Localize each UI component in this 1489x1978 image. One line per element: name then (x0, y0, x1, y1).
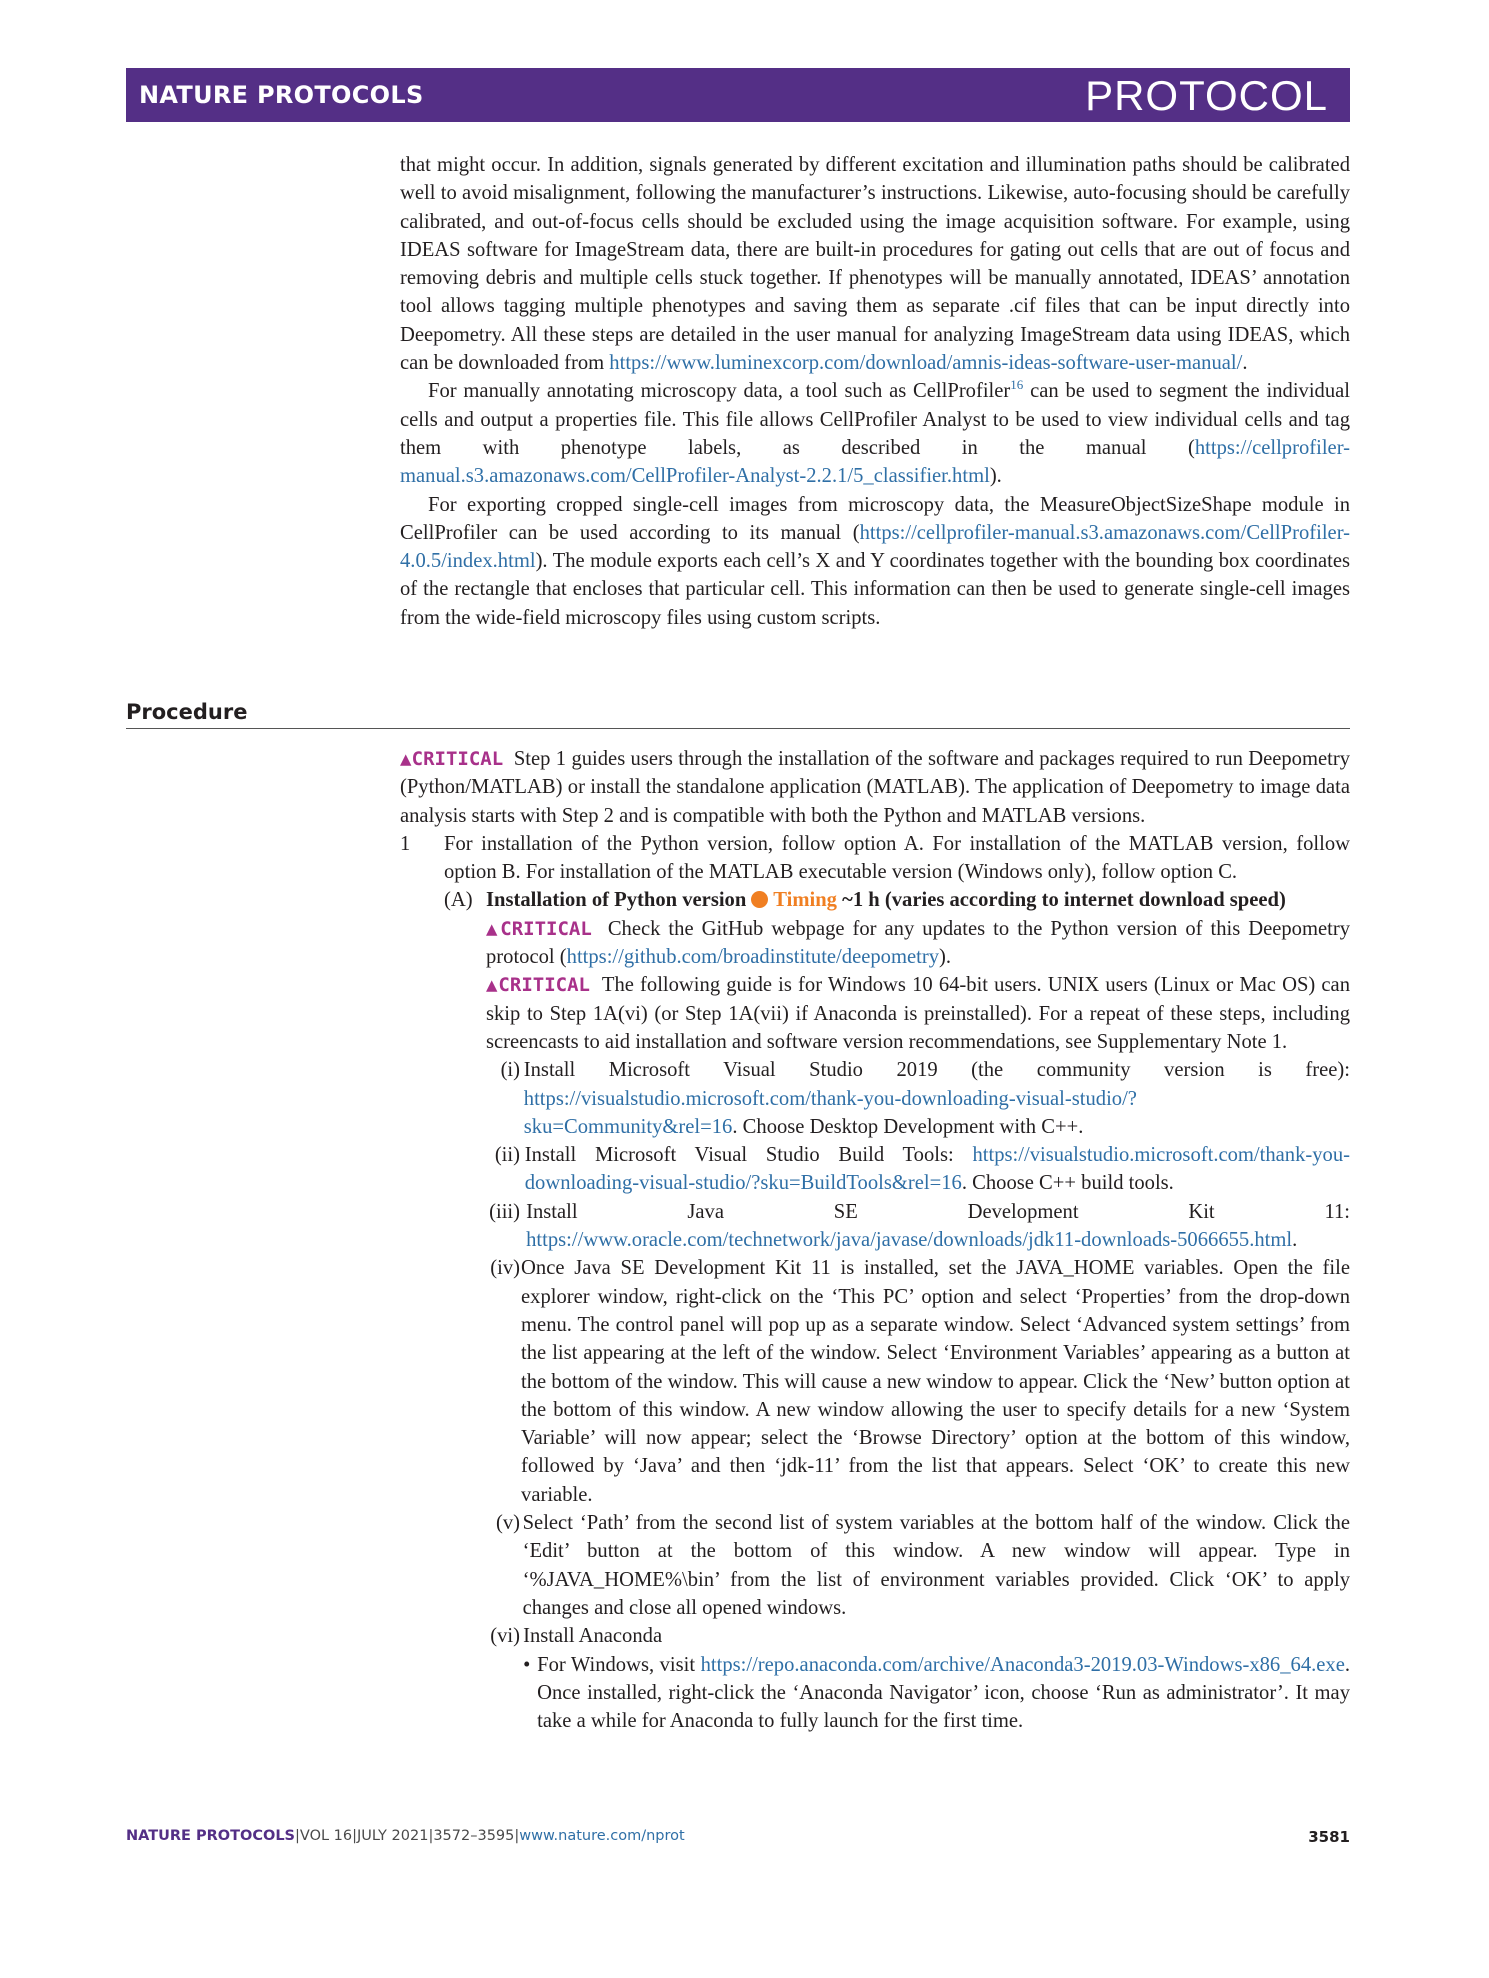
critical-note: ▲CRITICAL Step 1 guides users through the installation of the software and packages required to run Deepometry (Python/MATLAB) or install the standalone application (MATLAB). The application of Deepometry to image data analysis starts with Step 2 and is compatible with both the Python and MATLAB versions. (400, 748, 1351, 827)
option-a (444, 886, 1350, 1735)
substep: (v) Select ‘Path’ from the second list of system variables at the bottom half of the window. Click the ‘Edit’ button at the bottom of this window. A new window will appear. Type in ‘%JAVA_HOME%\bin’ from the list of environment variables provided. Click ‘OK’ to apply changes and close all opened windows. (486, 1509, 1350, 1622)
link[interactable]: https://repo.anaconda.com/archive/Anaconda3-2019.03-Windows-x86_64.exe (700, 1653, 1345, 1676)
substep-number: (iv) (490, 1257, 520, 1280)
link[interactable]: https://cellprofiler-manual.s3.amazonaws.com/CellProfiler-Analyst-2.2.1/5_classifier.html (400, 436, 1350, 488)
substep: (ii) Install Microsoft Visual Studio Build Tools: https://visualstudio.microsoft.com/thank-you-downloading-visual-studio/?sku=BuildTools&rel=16. Choose C++ build tools. (486, 1141, 1350, 1198)
link[interactable]: https://www.luminexcorp.com/download/amnis-ideas-software-user-manual/ (609, 352, 1243, 375)
journal-name: NATURE PROTOCOLS (139, 81, 424, 109)
substep: (vi) Install Anaconda • For Windows, visit https://repo.anaconda.com/archive/Anaconda3-2019.03-Windows-x86_64.exe. Once installed, right-click the ‘Anaconda Navigator’ icon, choose ‘Run as administrator’. It may take a while for Anaconda to fully launch for the first time. (486, 1622, 1350, 1735)
footer-date: JULY 2021 (357, 1828, 429, 1844)
substep-number: (iii) (489, 1200, 520, 1223)
footer-pages: 3572–3595 (433, 1828, 515, 1844)
substep: (iv) Once Java SE Development Kit 11 is installed, set the JAVA_HOME variables. Open the file explorer window, right-click on the ‘This PC’ option and select ‘Properties’ from the drop-down menu. The control panel will pop up as a separate window. Select ‘Advanced system settings’ from the list appearing at the left of the window. Select ‘Environment Variables’ appearing as a button at the bottom of the window. This will cause a new window to appear. Click the ‘New’ button option at the bottom of this window. A new window allowing the user to specify details for a new ‘System Variable’ will now appear; select the ‘Browse Directory’ option at the bottom of this window, followed by ‘Java’ and then ‘jdk-11’ from the list that appears. Select ‘OK’ to create this new variable. (486, 1254, 1350, 1509)
list-item: • For Windows, visit https://repo.anaconda.com/archive/Anaconda3-2019.03-Windows-x86_64.exe. Once installed, right-click the ‘Anaconda Navigator’ icon, choose ‘Run as administrator’. It may take a while for Anaconda to fully launch for the first time. (523, 1651, 1350, 1736)
link[interactable]: https://github.com/broadinstitute/deepometry (566, 946, 939, 969)
footer-journal: NATURE PROTOCOLS (126, 1828, 296, 1844)
page-number: 3581 (1308, 1828, 1350, 1846)
substep-number: (ii) (494, 1144, 520, 1167)
critical-icon: ▲CRITICAL (400, 748, 504, 770)
section-heading: Procedure (126, 700, 1350, 729)
paragraph: For manually annotating microscopy data, a tool such as CellProfiler$^{16}$ can be used to segment the individual cells and output a properties file. This file allows CellProfiler Analyst to be used to view individual cells and tag them with phenotype labels, as described in the manual (https://cellprofiler-manual.s3.amazonaws.com/CellProfiler-Analyst-2.2.1/5_classifier.html). (400, 377, 1351, 488)
page-footer: NATURE PROTOCOLS|VOL 16|JULY 2021|3572–3595|www.nature.com/nprot 3581 (126, 1828, 1350, 1846)
step-1 (400, 830, 1350, 1736)
link[interactable]: https://visualstudio.microsoft.com/thank-you-downloading-visual-studio/?sku=Community&rel=16 (523, 1087, 1137, 1138)
substep-number: (v) (495, 1512, 520, 1535)
footer-url[interactable]: www.nature.com/nprot (519, 1828, 685, 1844)
critical-icon: ▲CRITICAL (486, 974, 590, 997)
step-text: For installation of the Python version, follow option A. For installation of the MATLAB version, follow option B. For installation of the MATLAB executable version (Windows only), follow option C. (444, 832, 1350, 884)
link[interactable]: https://www.oracle.com/technetwork/java/javase/downloads/jdk11-downloads-5066655.html (526, 1229, 1293, 1252)
option-title: Installation of Python version Timing ~1 h (varies according to internet download speed) (486, 889, 1286, 912)
bullet-icon: • (523, 1653, 531, 1676)
paragraph: that might occur. In addition, signals generated by different excitation and illumination paths should be calibrated well to avoid misalignment, following the manufacturer’s instructions. Likewise, auto-focusing should be carefully calibrated, and out-of-focus cells should be excluded using the image acquisition software. For example, using IDEAS software for ImageStream data, there are built-in procedures for gating out cells that are out of focus and removing debris and multiple cells stuck together. If phenotypes will be manually annotated, IDEAS’ annotation tool allows tagging multiple phenotypes and saving them as separate .cif files that can be input directly into Deepometry. All these steps are detailed in the user manual for analyzing ImageStream data using IDEAS, which can be downloaded from https://www.luminexcorp.com/download/amnis-ideas-software-user-manual/. (400, 154, 1350, 375)
procedure-body (400, 745, 1350, 1735)
paragraph: For exporting cropped single-cell images from microscopy data, the MeasureObjectSizeShape module in CellProfiler can be used according to its manual (https://cellprofiler-manual.s3.amazonaws.com/CellProfiler-4.0.5/index.html). The module exports each cell’s X and Y coordinates together with the bounding box coordinates of the rectangle that encloses that particular cell. This information can then be used to generate single-cell images from the wide-field microscopy files using custom scripts. (400, 493, 1350, 629)
link[interactable]: https://cellprofiler-manual.s3.amazonaws.com/CellProfiler-4.0.5/index.html (400, 521, 1350, 573)
link[interactable]: https://visualstudio.microsoft.com/thank-you-downloading-visual-studio/?sku=BuildTools&rel=16 (524, 1144, 1350, 1195)
page-header (126, 68, 1350, 122)
critical-note: ▲CRITICAL Check the GitHub webpage for any updates to the Python version of this Deepometry protocol (https://github.com/broadinstitute/deepometry). (486, 917, 1351, 969)
step-number: 1 (400, 832, 411, 855)
timing-label: Timing (773, 889, 837, 912)
critical-icon: ▲CRITICAL (486, 917, 592, 940)
substep-number: (i) (500, 1059, 520, 1082)
timing-icon (751, 891, 768, 908)
footer-volume: VOL 16 (299, 1828, 353, 1844)
intro-text (400, 151, 1350, 632)
option-label: (A) (444, 889, 473, 912)
reference[interactable]: 16 (1010, 377, 1024, 393)
substep-number: (vi) (490, 1625, 520, 1648)
substep: (iii) Install Java SE Development Kit 11: https://www.oracle.com/technetwork/java/javase/downloads/jdk11-downloads-5066655.html. (486, 1198, 1350, 1255)
article-type: PROTOCOL (1085, 72, 1328, 119)
critical-note: ▲CRITICAL The following guide is for Windows 10 64-bit users. UNIX users (Linux or Mac OS) can skip to Step 1A(vi) (or Step 1A(vii) if Anaconda is preinstalled). For a repeat of these steps, including screencasts to aid installation and software version recommendations, see Supplementary Note 1. (486, 974, 1350, 1053)
substep: (i) Install Microsoft Visual Studio 2019 (the community version is free): https://visualstudio.microsoft.com/thank-you-downloading-visual-studio/?sku=Community&rel=16. Choose Desktop Development with C++. (486, 1056, 1350, 1141)
